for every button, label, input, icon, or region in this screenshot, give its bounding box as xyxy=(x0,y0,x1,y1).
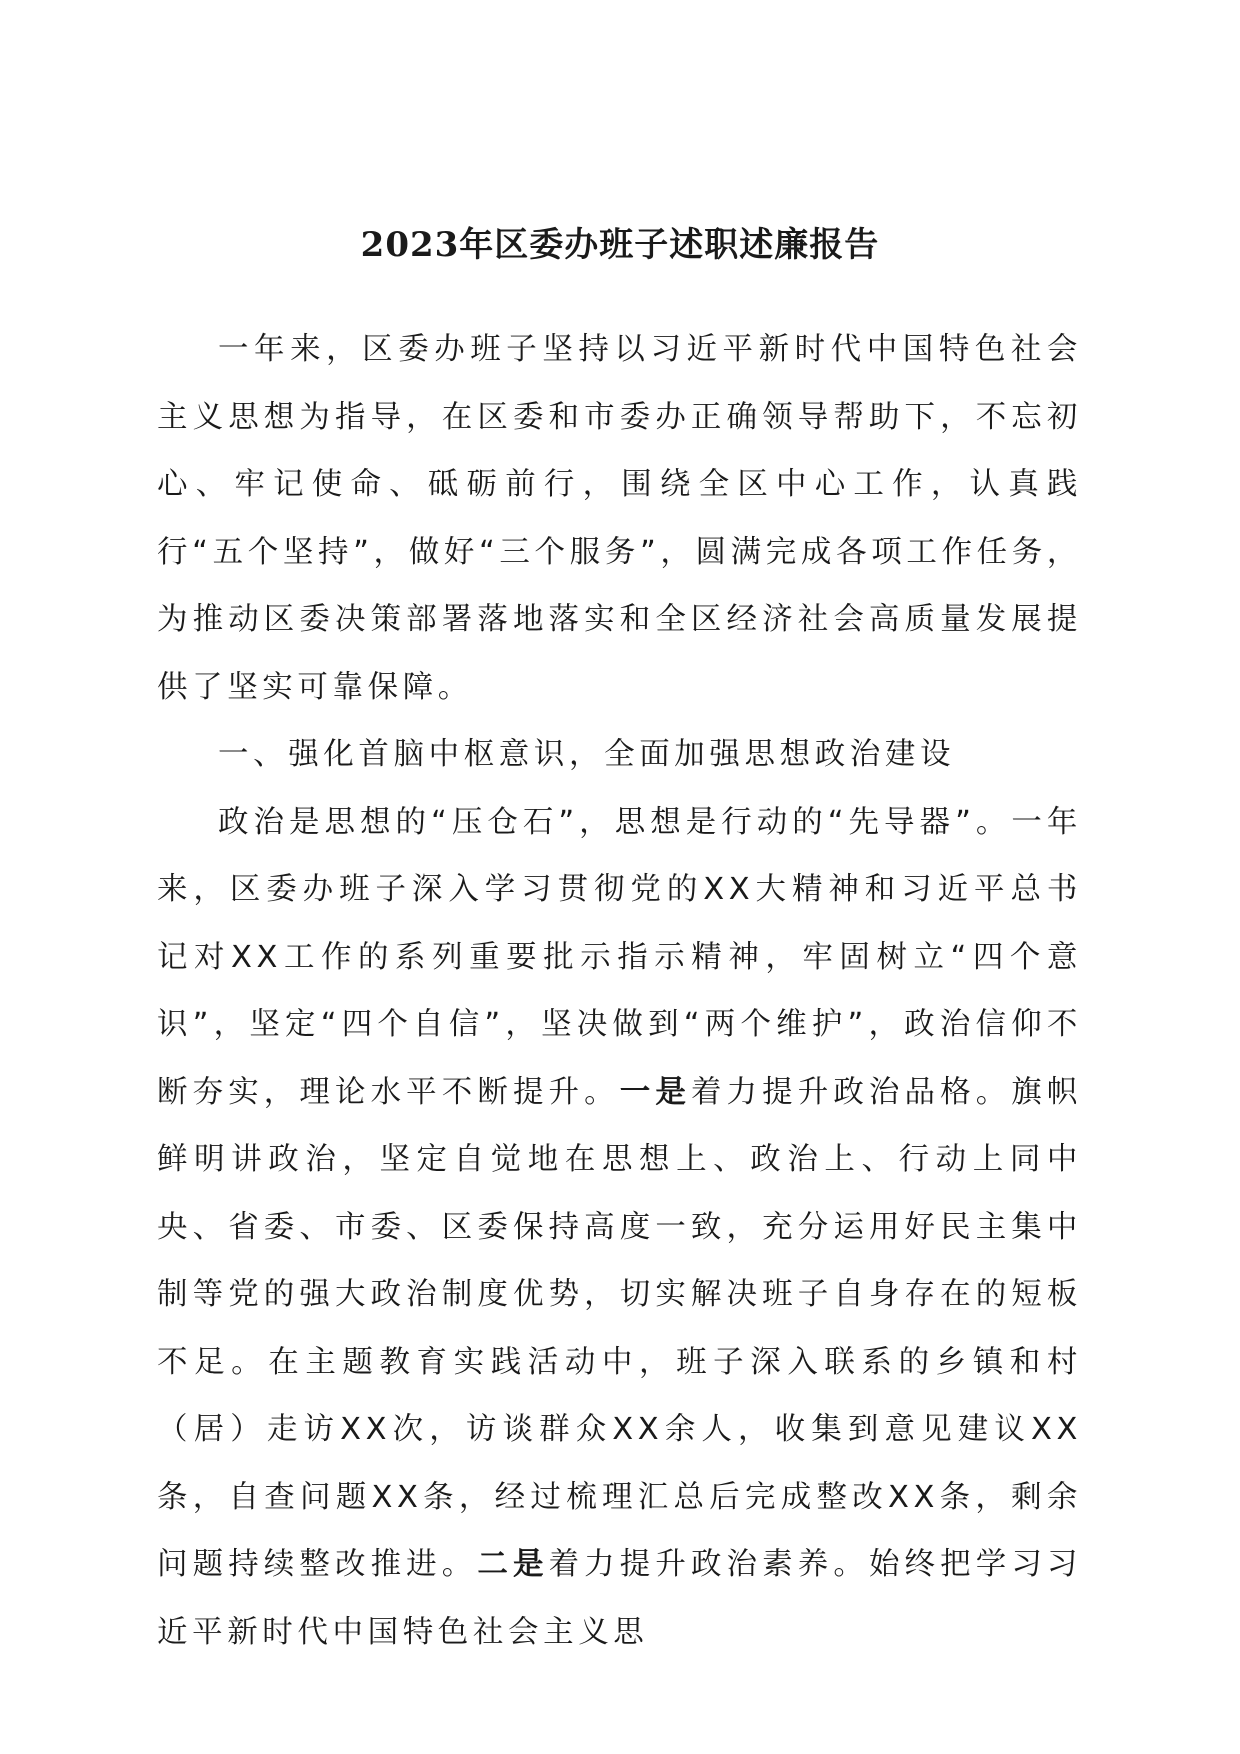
bold-marker: 一是 xyxy=(619,1074,691,1110)
section-paragraph xyxy=(157,789,1082,1667)
bold-marker: 二是 xyxy=(477,1547,549,1582)
document-body xyxy=(157,316,1082,1666)
document-title: 2023年区委办班子述职述廉报告 xyxy=(360,225,880,265)
paragraph-text: 政治是思想的“压仓石”，思想是行动的“先导器”。一年来，区委办班子深入学习贯彻党的XX大精神和习近平总书记对XX工作的系列重要批示指示精神，牢固树立“四个意识”，坚定“四个自信”，坚决做到“两个维护”，政治信仰不断夯实，理论水平不断提升。 xyxy=(157,804,1082,1110)
section-heading: 一、强化首脑中枢意识，全面加强思想政治建设 xyxy=(218,737,956,772)
paragraph-text: 着力提升政治品格。旗帜鲜明讲政治，坚定自觉地在思想上、政治上、行动上同中央、省委、市委、区委保持高度一致，充分运用好民主集中制等党的强大政治制度优势，切实解决班子自身存在的短板不足。在主题教育实践活动中，班子深入联系的乡镇和村（居）走访XX次，访谈群众XX余人，收集到意见建议XX条，自查问题XX条，经过梳理汇总后完成整改XX条，剩余问题持续整改推进。 xyxy=(157,1074,1082,1582)
intro-paragraph: 一年来，区委办班子坚持以习近平新时代中国特色社会主义思想为指导，在区委和市委办正确领导帮助下，不忘初心、牢记使命、砥砺前行，围绕全区中心工作，认真践行“五个坚持”，做好“三个服务”，圆满完成各项工作任务，为推动区委决策部署落地落实和全区经济社会高质量发展提供了坚实可靠保障。 xyxy=(157,332,1082,705)
paragraph-text: 着力提升政治素养。始终把学习习近平新时代中国特色社会主义思 xyxy=(157,1547,1083,1650)
